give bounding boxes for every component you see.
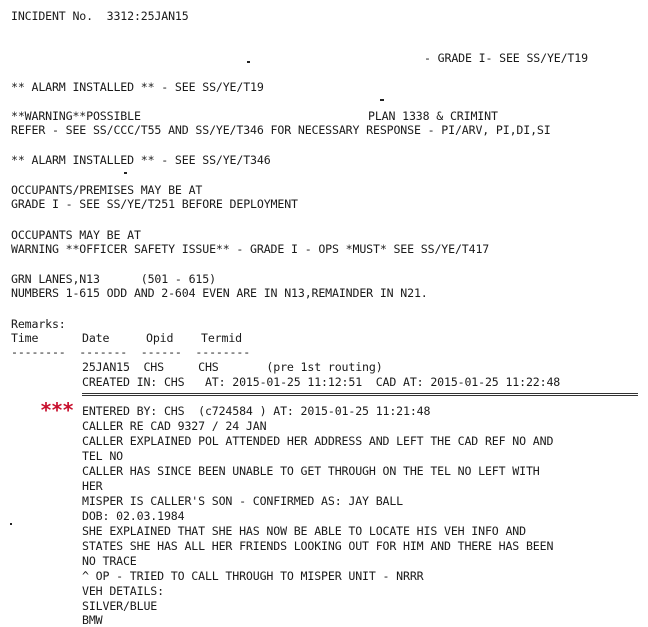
- remark-entry-line: NO TRACE: [82, 554, 137, 568]
- numbers-range-line: NUMBERS 1-615 ODD AND 2-604 EVEN ARE IN N13,REMAINDER IN N21.: [11, 286, 428, 300]
- location-line: GRN LANES,N13 (501 - 615): [11, 272, 216, 286]
- remark-entry-line: DOB: 02.03.1984: [82, 509, 185, 523]
- scan-speck: [380, 99, 384, 101]
- remark-entry-line: HER: [82, 479, 103, 493]
- remark-entry-line: STATES SHE HAS ALL HER FRIENDS LOOKING OUT FOR HIM AND THERE HAS BEEN: [82, 539, 554, 553]
- remark-entry-line: SHE EXPLAINED THAT SHE HAS NOW BE ABLE TO LOCATE HIS VEH INFO AND: [82, 524, 526, 538]
- occupants-premises-line: OCCUPANTS/PREMISES MAY BE AT: [11, 183, 203, 197]
- alarm-installed-2: ** ALARM INSTALLED ** - SEE SS/YE/T346: [11, 153, 271, 167]
- warning-refer-line: REFER - SEE SS/CCC/T55 AND SS/YE/T346 FOR NECESSARY RESPONSE - PI/ARV, PI,DI,SI: [11, 123, 551, 137]
- remark-entry-line: MISPER IS CALLER'S SON - CONFIRMED AS: JAY BALL: [82, 494, 404, 508]
- remark-entry-line: BMW: [82, 613, 103, 627]
- grade-line: - GRADE I- SEE SS/YE/T19: [424, 51, 588, 65]
- red-asterisks-mark: ***: [40, 398, 74, 422]
- remarks-header-termid: Termid: [201, 331, 242, 345]
- remark-entry-line: CALLER EXPLAINED POL ATTENDED HER ADDRESS AND LEFT THE CAD REF NO AND: [82, 434, 554, 448]
- remarks-header-date: Date: [82, 331, 110, 345]
- remark-entry-line: TEL NO: [82, 449, 123, 463]
- routing-line: 25JAN15 CHS CHS (pre 1st routing): [82, 360, 383, 374]
- separator-line: [82, 393, 638, 396]
- remark-entry-line: VEH DETAILS:: [82, 584, 164, 598]
- remarks-header-dashes: -------- ------- ------ --------: [11, 345, 251, 359]
- scan-speck: [247, 61, 250, 63]
- alarm-installed-1: ** ALARM INSTALLED ** - SEE SS/YE/T19: [11, 80, 264, 94]
- officer-safety-warning: WARNING **OFFICER SAFETY ISSUE** - GRADE I - OPS *MUST* SEE SS/YE/T417: [11, 242, 490, 256]
- scan-speck: [124, 172, 127, 174]
- occupants-line: OCCUPANTS MAY BE AT: [11, 228, 141, 242]
- grade-deployment-line: GRADE I - SEE SS/YE/T251 BEFORE DEPLOYMENT: [11, 197, 298, 211]
- incident-number: INCIDENT No. 3312:25JAN15: [11, 9, 189, 23]
- remarks-header-opid: Opid: [146, 331, 174, 345]
- scan-speck: [10, 523, 12, 525]
- remarks-header-time: Time: [11, 331, 39, 345]
- warning-possible-right: PLAN 1338 & CRIMINT: [368, 109, 498, 123]
- warning-possible-left: **WARNING**POSSIBLE: [11, 109, 141, 123]
- remark-entry-line: CALLER RE CAD 9327 / 24 JAN: [82, 419, 267, 433]
- remarks-title: Remarks:: [11, 317, 66, 331]
- remark-entry-line: ^ OP - TRIED TO CALL THROUGH TO MISPER UNIT - NRRR: [82, 569, 424, 583]
- created-line: CREATED IN: CHS AT: 2015-01-25 11:12:51 CAD AT: 2015-01-25 11:22:48: [82, 375, 561, 389]
- remark-entry-line: ENTERED BY: CHS (c724584 ) AT: 2015-01-25 11:21:48: [82, 404, 431, 418]
- remark-entry-line: CALLER HAS SINCE BEEN UNABLE TO GET THROUGH ON THE TEL NO LEFT WITH: [82, 464, 540, 478]
- remark-entry-line: SILVER/BLUE: [82, 599, 158, 613]
